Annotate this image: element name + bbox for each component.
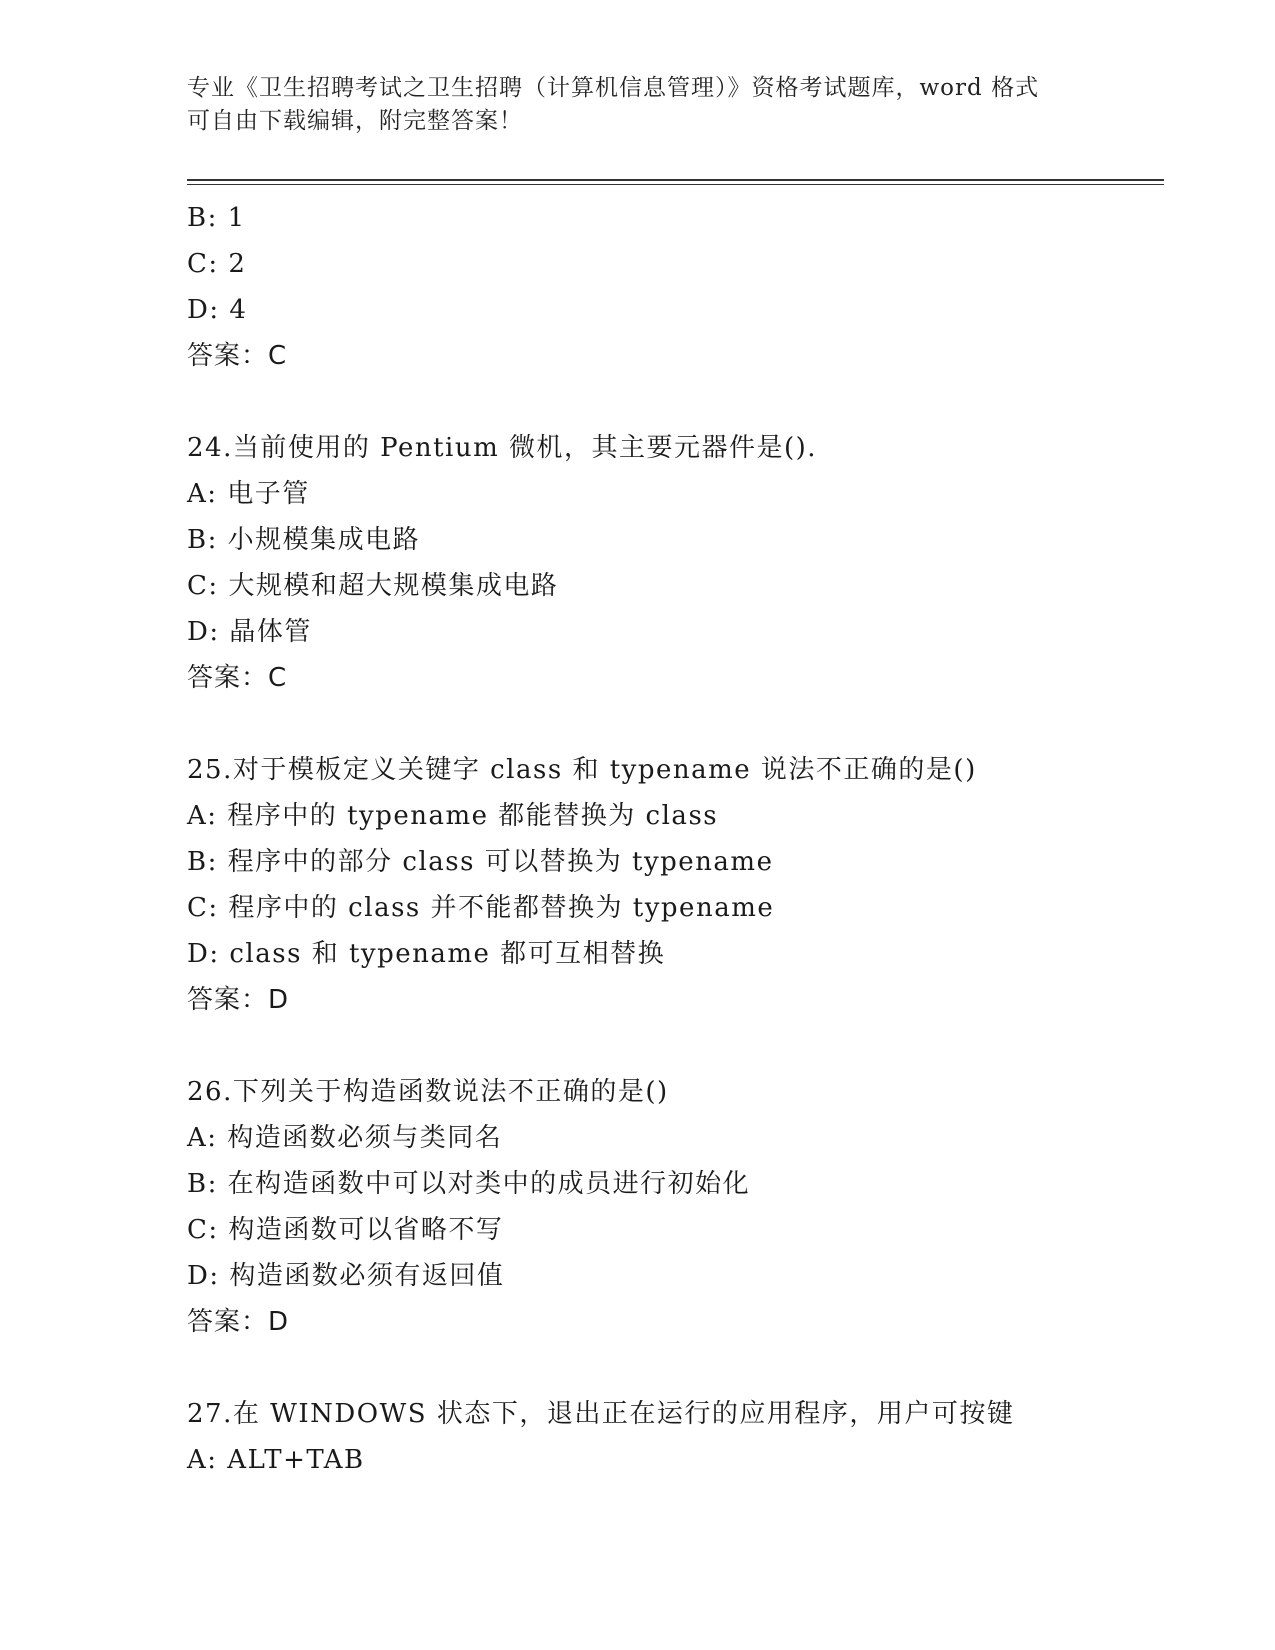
header-title-line-1: 专业《卫生招聘考试之卫生招聘（计算机信息管理）》资格考试题库，word 格式 [187,75,1040,101]
answer-line: 答案：D [187,1307,290,1337]
answer-line: 答案：D [187,985,290,1015]
option-d: D: 构造函数必须有返回值 [187,1261,505,1291]
option-c: C: 构造函数可以省略不写 [187,1215,504,1245]
answer-line: 答案：C [187,663,288,693]
question-stem: 27.在 WINDOWS 状态下，退出正在运行的应用程序，用户可按键 [187,1399,1015,1429]
option-c: C: 2 [187,249,247,279]
option-c: C: 大规模和超大规模集成电路 [187,571,559,601]
question-25 [187,747,1167,1023]
option-c: C: 程序中的 class 并不能都替换为 typename [187,893,775,923]
option-d: D: 4 [187,295,248,325]
option-b: B: 小规模集成电路 [187,525,421,555]
question-stem: 26.下列关于构造函数说法不正确的是() [187,1077,669,1107]
spacer [187,379,1167,425]
option-a: A: 电子管 [187,479,310,509]
option-d: D: 晶体管 [187,617,312,647]
question-26 [187,1069,1167,1345]
header-title-line-2: 可自由下载编辑，附完整答案！ [187,108,523,134]
document-header [187,72,1087,138]
question-list [187,195,1167,1483]
question-24 [187,425,1167,701]
question-fragment-23 [187,195,1167,379]
option-d: D: class 和 typename 都可互相替换 [187,939,666,969]
question-stem: 24.当前使用的 Pentium 微机，其主要元器件是(). [187,433,818,463]
option-b: B: 程序中的部分 class 可以替换为 typename [187,847,774,877]
option-a: A: 程序中的 typename 都能替换为 class [187,801,719,831]
spacer [187,1023,1167,1069]
answer-line: 答案：C [187,341,288,371]
spacer [187,701,1167,747]
header-divider-thin [187,184,1164,185]
spacer [187,1345,1167,1391]
header-divider-thick [187,179,1164,181]
question-stem: 25.对于模板定义关键字 class 和 typename 说法不正确的是() [187,755,977,785]
option-b: B: 在构造函数中可以对类中的成员进行初始化 [187,1169,751,1199]
question-27 [187,1391,1167,1483]
option-b: B: 1 [187,203,246,233]
option-a: A: 构造函数必须与类同名 [187,1123,503,1153]
option-a: A: ALT+TAB [187,1445,365,1475]
